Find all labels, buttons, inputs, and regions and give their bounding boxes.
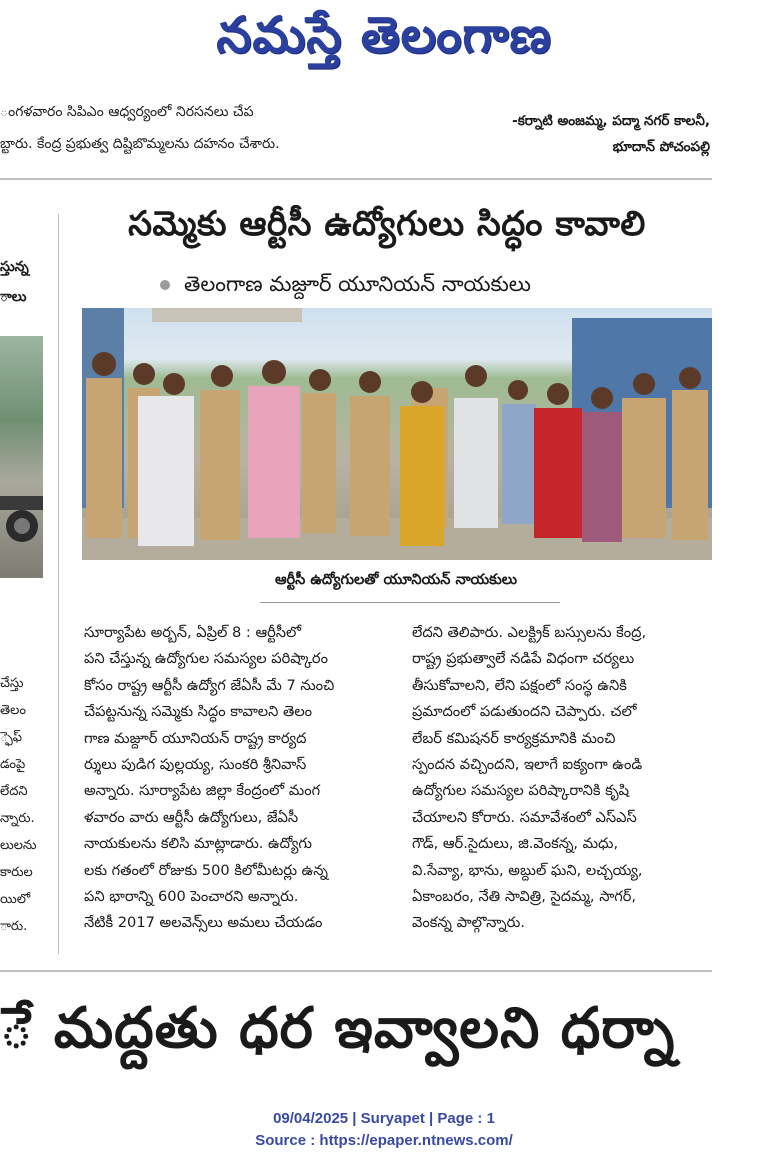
text-line: వి.సేవ్యా, భాను, అబ్దుల్ ఘని, లచ్చయ్య, <box>412 861 643 879</box>
letter-signature <box>440 108 710 160</box>
text-line: కారుల <box>0 865 33 880</box>
source-link[interactable]: Source : https://epaper.ntnews.com/ <box>255 1132 513 1149</box>
text-line: ్ఫెఫ్ <box>0 730 23 745</box>
text-line: వెంకన్న పాల్గొన్నారు. <box>412 914 525 932</box>
text-line: ళవారం వారు ఆర్టీసీ ఉద్యోగులు, జేఏసీ <box>84 808 299 826</box>
text-line: న్నారు. <box>0 811 35 826</box>
text-line: అన్నారు. సూర్యాపేట జిల్లా కేంద్రంలో మంగ <box>84 782 321 800</box>
photo-caption: ఆర్టీసీ ఉద్యోగులతో యూనియన్ నాయకులు <box>274 572 518 588</box>
text-line: -కర్నాటి అంజమ్మ, పద్మా నగర్ కాలనీ, <box>512 113 710 129</box>
text-line: డంపై <box>0 757 26 772</box>
text-line: చేయాలని కోరారు. సమావేశంలో ఎస్ఎస్ <box>412 808 637 826</box>
bullet-icon <box>160 280 170 290</box>
text-line: లేదని తెలిపారు. ఎలక్ట్రిక్ బస్సులను కేంద్ర, <box>412 624 647 641</box>
text-line: నేటికీ 2017 అలవెన్స్‌లు అమలు చేయడం <box>84 914 323 932</box>
text-line: సూర్యాపేట అర్బన్, ఏప్రిల్ 8 : ఆర్టీసీలో <box>84 624 302 641</box>
newspaper-logo: నమస్తే తెలంగాణ <box>216 6 552 64</box>
article-subheadline <box>160 272 700 302</box>
text-line: చేపట్టనున్న సమ్మెకు సిద్ధం కావాలని తెలం <box>84 703 313 721</box>
column-divider <box>58 214 59 954</box>
section-divider <box>0 178 712 180</box>
left-column-text <box>0 670 44 940</box>
text-line: లకు గతంలో రోజుకు 500 కిలోమీటర్లు ఉన్న <box>84 861 328 879</box>
edition-info: 09/04/2025 | Suryapet | Page : 1 <box>273 1110 495 1127</box>
article-column-1 <box>84 620 384 937</box>
text-line: యిలో <box>0 892 31 907</box>
caption-underline <box>260 602 560 603</box>
text-line: స్తున్న <box>0 259 29 275</box>
text-line: పని చేస్తున్న ఉద్యోగుల సమస్యల పరిష్కారం <box>84 650 328 668</box>
text-line: తీసుకోవాలని, లేని పక్షంలో సంస్థ ఉనికి <box>412 676 627 694</box>
left-column-photo <box>0 336 43 578</box>
text-line: తెలం <box>0 703 26 718</box>
article-photo <box>82 308 712 560</box>
text-line: ారు. <box>0 919 28 934</box>
group-photo-illustration <box>82 308 712 560</box>
previous-article-tail <box>0 96 370 160</box>
text-line: ప్రమాదంలో పడుతుందని చెప్పారు. చలో <box>412 703 637 721</box>
text-line: ర్శులు పుడిగ పుల్లయ్య, సుంకరి శ్రీనివాస్ <box>84 756 307 774</box>
left-column-heading-fragment <box>0 252 45 312</box>
epaper-footer <box>0 1108 768 1152</box>
text-line: ంగళవారం సిపిఎం ఆధ్వర్యంలో నిరసనలు చేప <box>0 104 254 120</box>
text-line: ాలు <box>0 289 27 305</box>
next-article-headline: ే మద్దతు ధర ఇవ్వాలని ధర్నా <box>0 996 676 1061</box>
text-line: ఉద్యోగుల సమస్యల పరిష్కారానికి కృషి <box>412 782 629 800</box>
text-line: రాష్ట్ర ప్రభుత్వాలే నడిపే విధంగా చర్యలు <box>412 650 635 668</box>
section-divider <box>0 970 712 972</box>
text-line: పని భారాన్ని 600 పెంచారని అన్నారు. <box>84 888 299 906</box>
text-line: స్పందన వచ్చిందని, ఇలాగే ఐక్యంగా ఉండి <box>412 756 643 774</box>
masthead <box>0 0 768 80</box>
text-line: లులను <box>0 838 37 853</box>
text-line: చేస్తు <box>0 676 24 691</box>
text-line: నాయకులను కలిసి మాట్లాడారు. ఉద్యోగు <box>84 835 312 853</box>
text-line: బ్టారు. కేంద్ర ప్రభుత్వ దిష్టిబొమ్మలను దహనం చేశారు. <box>0 136 280 152</box>
motorcycle-image <box>0 336 43 578</box>
subheadline-text: తెలంగాణ మజ్దూర్ యూనియన్ నాయకులు <box>184 272 531 296</box>
text-line: లేబర్ కమిషనర్ కార్యక్రమానికి మంచి <box>412 729 616 747</box>
text-line: గాణ మజ్దూర్ యూనియన్ రాష్ట్ర కార్యద <box>84 729 307 747</box>
text-line: లేదని <box>0 784 28 799</box>
text-line: ఏకాంబరం, నేతి సావిత్రి, సైదమ్మ, సాగర్, <box>412 888 637 906</box>
text-line: గౌడ్, ఆర్.సైదులు, జి.వెంకన్న, మధు, <box>412 835 619 853</box>
text-line: భూదాన్ పోచంపల్లి <box>612 139 710 155</box>
article-headline: సమ్మెకు ఆర్టీసీ ఉద్యోగులు సిద్ధం కావాలి <box>128 204 646 244</box>
article-column-2 <box>412 620 712 937</box>
text-line: కోసం రాష్ట్ర ఆర్టీసీ ఉద్యోగ జేఏసీ మే 7 నుంచి <box>84 676 335 694</box>
